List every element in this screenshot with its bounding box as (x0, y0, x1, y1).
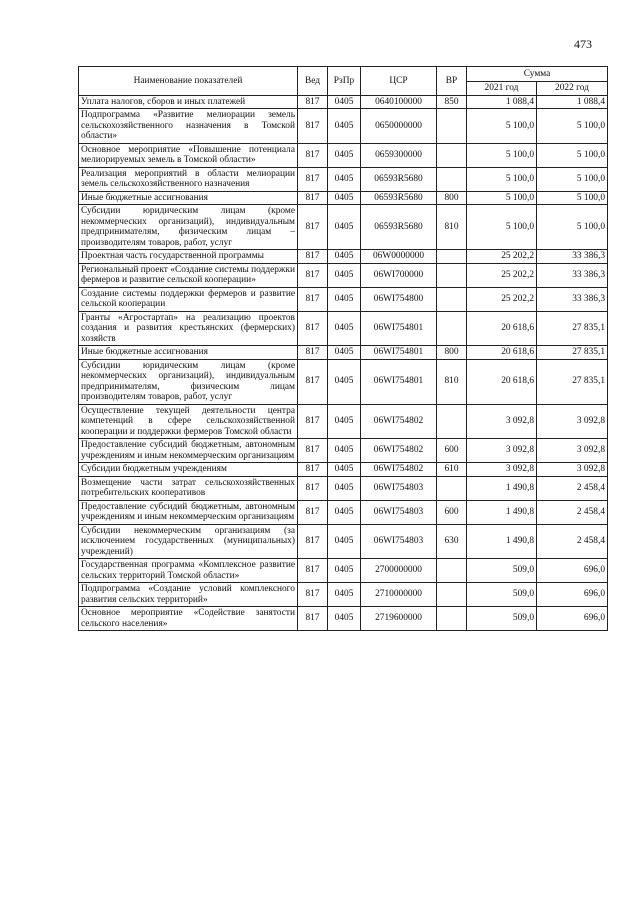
cell-2022: 3 092,8 (537, 439, 608, 463)
table-row (79, 500, 608, 524)
cell-name: Предоставление субсидий бюджетным, автономным учреждениям и иным некоммерческим организациям (79, 439, 298, 463)
cell-2021: 3 092,8 (467, 463, 537, 477)
cell-2022: 33 386,3 (537, 250, 608, 264)
cell-ved: 817 (298, 439, 328, 463)
cell-2021: 3 092,8 (467, 404, 537, 439)
cell-csr: 06WI754803 (361, 500, 437, 524)
cell-rzpr: 0405 (328, 250, 361, 264)
cell-2021: 25 202,2 (467, 287, 537, 311)
cell-name: Субсидии юридическим лицам (кроме некоммерческих организаций), индивидуальным предпринимателям, физическим лицам – производителям товаров, работ, услуг (79, 205, 298, 250)
cell-ved: 817 (298, 263, 328, 287)
table-row (79, 359, 608, 404)
cell-csr: 06WI754802 (361, 404, 437, 439)
cell-csr: 0650000000 (361, 109, 437, 144)
cell-2021: 5 100,0 (467, 191, 537, 205)
cell-rzpr: 0405 (328, 167, 361, 191)
cell-csr: 06593R5680 (361, 191, 437, 205)
cell-rzpr: 0405 (328, 500, 361, 524)
cell-rzpr: 0405 (328, 143, 361, 167)
cell-name: Иные бюджетные ассигнования (79, 346, 298, 360)
cell-2021: 5 100,0 (467, 205, 537, 250)
cell-2021: 20 618,6 (467, 346, 537, 360)
table-row (79, 524, 608, 559)
table-row (79, 205, 608, 250)
cell-name: Основное мероприятие «Содействие занятости сельского населения» (79, 607, 298, 631)
cell-vr: 630 (437, 524, 467, 559)
table-row (79, 559, 608, 583)
cell-rzpr: 0405 (328, 476, 361, 500)
cell-vr (437, 404, 467, 439)
cell-ved: 817 (298, 607, 328, 631)
cell-vr (437, 287, 467, 311)
cell-vr (437, 250, 467, 264)
table-row (79, 95, 608, 109)
cell-csr: 06WI754801 (361, 346, 437, 360)
table-row (79, 463, 608, 477)
cell-name: Подпрограмма «Развитие мелиорации земель сельскохозяйственного назначения в Томской области» (79, 109, 298, 144)
cell-2022: 696,0 (537, 607, 608, 631)
table-row (79, 167, 608, 191)
cell-vr (437, 109, 467, 144)
cell-2022: 2 458,4 (537, 476, 608, 500)
cell-name: Иные бюджетные ассигнования (79, 191, 298, 205)
cell-csr: 2710000000 (361, 583, 437, 607)
cell-name: Государственная программа «Комплексное развитие сельских территорий Томской области» (79, 559, 298, 583)
cell-2022: 5 100,0 (537, 143, 608, 167)
table-row (79, 583, 608, 607)
cell-name: Региональный проект «Создание системы поддержки фермеров и развитие сельской кооперации» (79, 263, 298, 287)
cell-2021: 5 100,0 (467, 143, 537, 167)
cell-name: Проектная часть государственной программы (79, 250, 298, 264)
cell-name: Создание системы поддержки фермеров и развитие сельской кооперации (79, 287, 298, 311)
cell-rzpr: 0405 (328, 95, 361, 109)
header-name: Наименование показателей (79, 67, 298, 96)
cell-2022: 3 092,8 (537, 463, 608, 477)
cell-rzpr: 0405 (328, 287, 361, 311)
cell-2022: 27 835,1 (537, 311, 608, 346)
cell-rzpr: 0405 (328, 439, 361, 463)
cell-rzpr: 0405 (328, 109, 361, 144)
cell-vr: 810 (437, 359, 467, 404)
cell-ved: 817 (298, 95, 328, 109)
cell-2021: 5 100,0 (467, 167, 537, 191)
cell-2021: 20 618,6 (467, 359, 537, 404)
cell-ved: 817 (298, 143, 328, 167)
cell-ved: 817 (298, 463, 328, 477)
cell-name: Основное мероприятие «Повышение потенциала мелиорируемых земель в Томской области» (79, 143, 298, 167)
header-rzpr: РзПр (328, 67, 361, 96)
cell-2022: 33 386,3 (537, 263, 608, 287)
header-ved: Вед (298, 67, 328, 96)
cell-2021: 5 100,0 (467, 109, 537, 144)
cell-ved: 817 (298, 287, 328, 311)
cell-vr: 600 (437, 439, 467, 463)
cell-2022: 1 088,4 (537, 95, 608, 109)
table-body (79, 95, 608, 631)
cell-vr: 810 (437, 205, 467, 250)
cell-2022: 27 835,1 (537, 359, 608, 404)
cell-ved: 817 (298, 250, 328, 264)
table-row (79, 607, 608, 631)
cell-rzpr: 0405 (328, 524, 361, 559)
cell-csr: 06WI754803 (361, 476, 437, 500)
cell-name: Субсидии некоммерческим организациям (за исключением государственных (муниципальных) учреждений) (79, 524, 298, 559)
cell-ved: 817 (298, 359, 328, 404)
cell-vr: 800 (437, 191, 467, 205)
cell-2022: 5 100,0 (537, 191, 608, 205)
cell-vr: 850 (437, 95, 467, 109)
table-row (79, 287, 608, 311)
cell-name: Осуществление текущей деятельности центра компетенций в сфере сельскохозяйственной кооперации и поддержки фермеров Томской области (79, 404, 298, 439)
cell-2021: 25 202,2 (467, 263, 537, 287)
cell-csr: 06593R5680 (361, 167, 437, 191)
cell-csr: 2700000000 (361, 559, 437, 583)
cell-ved: 817 (298, 476, 328, 500)
cell-rzpr: 0405 (328, 583, 361, 607)
cell-rzpr: 0405 (328, 559, 361, 583)
header-year-2022: 2022 год (537, 82, 608, 96)
cell-rzpr: 0405 (328, 311, 361, 346)
table-row (79, 263, 608, 287)
cell-2021: 1 490,8 (467, 524, 537, 559)
cell-2022: 2 458,4 (537, 524, 608, 559)
cell-vr (437, 263, 467, 287)
cell-vr: 800 (437, 346, 467, 360)
cell-rzpr: 0405 (328, 191, 361, 205)
cell-name: Уплата налогов, сборов и иных платежей (79, 95, 298, 109)
cell-2021: 25 202,2 (467, 250, 537, 264)
cell-rzpr: 0405 (328, 359, 361, 404)
cell-ved: 817 (298, 559, 328, 583)
cell-rzpr: 0405 (328, 607, 361, 631)
cell-2022: 696,0 (537, 559, 608, 583)
table-row (79, 109, 608, 144)
cell-vr: 600 (437, 500, 467, 524)
table-row (79, 404, 608, 439)
header-sum: Сумма (467, 67, 608, 82)
header-csr: ЦСР (361, 67, 437, 96)
cell-ved: 817 (298, 109, 328, 144)
cell-2021: 509,0 (467, 607, 537, 631)
cell-csr: 06WI700000 (361, 263, 437, 287)
cell-2022: 27 835,1 (537, 346, 608, 360)
table-row (79, 311, 608, 346)
cell-csr: 06WI754802 (361, 439, 437, 463)
table-row (79, 250, 608, 264)
cell-ved: 817 (298, 167, 328, 191)
cell-2021: 3 092,8 (467, 439, 537, 463)
cell-csr: 2719600000 (361, 607, 437, 631)
cell-2021: 1 490,8 (467, 500, 537, 524)
cell-vr (437, 143, 467, 167)
cell-2022: 5 100,0 (537, 167, 608, 191)
cell-name: Предоставление субсидий бюджетным, автономным учреждениям и иным некоммерческим организациям (79, 500, 298, 524)
cell-csr: 06593R5680 (361, 205, 437, 250)
cell-rzpr: 0405 (328, 205, 361, 250)
cell-2022: 696,0 (537, 583, 608, 607)
table-row (79, 346, 608, 360)
cell-2022: 2 458,4 (537, 500, 608, 524)
cell-2021: 1 088,4 (467, 95, 537, 109)
cell-vr (437, 476, 467, 500)
cell-vr (437, 167, 467, 191)
cell-2022: 3 092,8 (537, 404, 608, 439)
cell-2021: 1 490,8 (467, 476, 537, 500)
cell-vr (437, 559, 467, 583)
header-vr: ВР (437, 67, 467, 96)
cell-name: Реализация мероприятий в области мелиорации земель сельскохозяйственного назначения (79, 167, 298, 191)
header-year-2021: 2021 год (467, 82, 537, 96)
cell-vr (437, 311, 467, 346)
cell-csr: 06W0000000 (361, 250, 437, 264)
cell-csr: 0659300000 (361, 143, 437, 167)
cell-vr (437, 607, 467, 631)
cell-ved: 817 (298, 205, 328, 250)
cell-name: Субсидии бюджетным учреждениям (79, 463, 298, 477)
cell-csr: 06WI754801 (361, 359, 437, 404)
cell-ved: 817 (298, 346, 328, 360)
cell-rzpr: 0405 (328, 263, 361, 287)
cell-ved: 817 (298, 524, 328, 559)
cell-ved: 817 (298, 191, 328, 205)
cell-ved: 817 (298, 311, 328, 346)
cell-2021: 20 618,6 (467, 311, 537, 346)
cell-2021: 509,0 (467, 583, 537, 607)
cell-name: Гранты «Агростартап» на реализацию проектов создания и развития крестьянских (фермерских) хозяйств (79, 311, 298, 346)
cell-csr: 0640100000 (361, 95, 437, 109)
table-row (79, 476, 608, 500)
cell-rzpr: 0405 (328, 463, 361, 477)
cell-2022: 33 386,3 (537, 287, 608, 311)
cell-rzpr: 0405 (328, 404, 361, 439)
cell-ved: 817 (298, 583, 328, 607)
cell-ved: 817 (298, 404, 328, 439)
page-number: 473 (574, 37, 592, 51)
cell-name: Субсидии юридическим лицам (кроме некоммерческих организаций), индивидуальным предпринимателям, физическим лицам производителям товаров, работ, услуг (79, 359, 298, 404)
cell-rzpr: 0405 (328, 346, 361, 360)
cell-name: Подпрограмма «Создание условий комплексного развития сельских территорий» (79, 583, 298, 607)
cell-csr: 06WI754800 (361, 287, 437, 311)
cell-name: Возмещение части затрат сельскохозяйственных потребительских кооперативов (79, 476, 298, 500)
cell-csr: 06WI754803 (361, 524, 437, 559)
table-row (79, 143, 608, 167)
table-row (79, 439, 608, 463)
cell-2021: 509,0 (467, 559, 537, 583)
cell-vr: 610 (437, 463, 467, 477)
cell-2022: 5 100,0 (537, 205, 608, 250)
cell-ved: 817 (298, 500, 328, 524)
cell-vr (437, 583, 467, 607)
cell-2022: 5 100,0 (537, 109, 608, 144)
table-row (79, 191, 608, 205)
cell-csr: 06WI754801 (361, 311, 437, 346)
budget-table (78, 66, 608, 631)
cell-csr: 06WI754802 (361, 463, 437, 477)
